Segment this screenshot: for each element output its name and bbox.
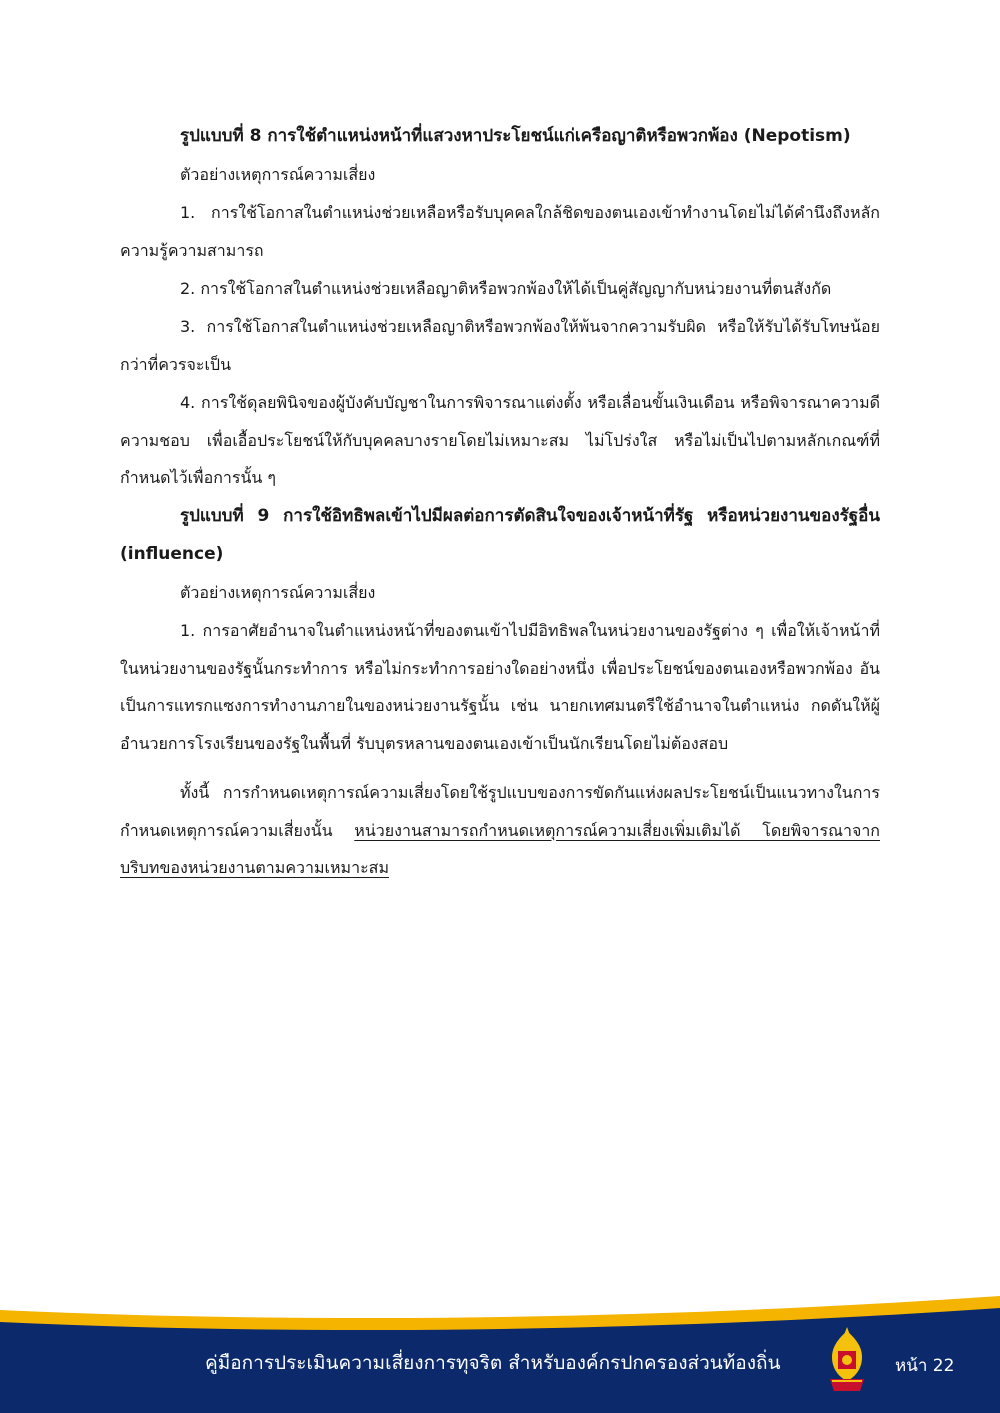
paragraph-9-1: 1. การอาศัยอำนาจในตำแหน่งหน้าที่ของตนเข้าไปมีอิทธิพลในหน่วยงานของรัฐต่าง ๆ เพื่อให้เจ้าหน้าที่ในหน่วยงานของรัฐนั้นกระทำการ หรือไม่กระทำการอย่างใดอย่างหนึ่ง เพื่อประโยชน์ของตนเองหรือพวกพ้อง อันเป็นการแทรกแซงการทำงานภายในของหน่วยงานรัฐนั้น เช่น นายกเทศมนตรีใช้อำนาจในตำแหน่ง กดดันให้ผู้อำนวยการโรงเรียนของรัฐในพื้นที่ รับบุตรหลานของตนเองเข้าเป็นนักเรียนโดยไม่ต้องสอบ bbox=[120, 621, 880, 753]
paragraph-8-1: 1. การใช้โอกาสในตำแหน่งช่วยเหลือหรือรับบุคคลใกล้ชิดของตนเองเข้าทำงานโดยไม่ได้คำนึงถึงหลักความรู้ความสามารถ bbox=[120, 203, 880, 260]
section-heading-9: รูปแบบที่ 9 การใช้อิทธิพลเข้าไปมีผลต่อการตัดสินใจของเจ้าหน้าที่รัฐ หรือหน่วยงานของรัฐอื่น (influence) bbox=[120, 506, 880, 564]
page-number: หน้า 22 bbox=[895, 1356, 955, 1376]
note-underlined-text: หน่วยงานสามารถกำหนดเหตุการณ์ความเสี่ยงเพิ่มเติมได้ โดยพิจารณาจากบริบทของหน่วยงานตามความเหมาะสม bbox=[120, 820, 880, 877]
section-heading-8: รูปแบบที่ 8 การใช้ตำแหน่งหน้าที่แสวงหาประโยชน์แก่เครือญาติหรือพวกพ้อง (Nepotism) bbox=[180, 126, 851, 146]
thai-emblem-icon bbox=[822, 1325, 872, 1395]
note-paragraph bbox=[120, 774, 880, 887]
note-text: ทั้งนี้ การกำหนดเหตุการณ์ความเสี่ยงโดยใช้รูปแบบของการขัดกันแห่งผลประโยชน์เป็นแนวทางในการกำหนดเหตุการณ์ความเสี่ยงนั้น bbox=[120, 783, 880, 840]
section-subheading-9: ตัวอย่างเหตุการณ์ความเสี่ยง bbox=[180, 583, 376, 602]
footer-title: คู่มือการประเมินความเสี่ยงการทุจริต สำหรับองค์กรปกครองส่วนท้องถิ่น bbox=[205, 1352, 781, 1374]
paragraph-8-4: 4. การใช้ดุลยพินิจของผู้บังคับบัญชาในการพิจารณาแต่งตั้ง หรือเลื่อนขั้นเงินเดือน หรือพิจารณาความดีความชอบ เพื่อเอื้อประโยชน์ให้กับบุคคลบางรายโดยไม่เหมาะสม ไม่โปร่งใส หรือไม่เป็นไปตามหลักเกณฑ์ที่กำหนดไว้เพื่อการนั้น ๆ bbox=[120, 393, 880, 487]
paragraph-8-3: 3. การใช้โอกาสในตำแหน่งช่วยเหลือญาติหรือพวกพ้องให้พ้นจากความรับผิด หรือให้รับได้รับโทษน้อยกว่าที่ควรจะเป็น bbox=[120, 317, 880, 374]
section-subheading-8: ตัวอย่างเหตุการณ์ความเสี่ยง bbox=[180, 165, 376, 184]
paragraph-8-2: 2. การใช้โอกาสในตำแหน่งช่วยเหลือญาติหรือพวกพ้องให้ได้เป็นคู่สัญญากับหน่วยงานที่ตนสังกัด bbox=[180, 279, 832, 298]
